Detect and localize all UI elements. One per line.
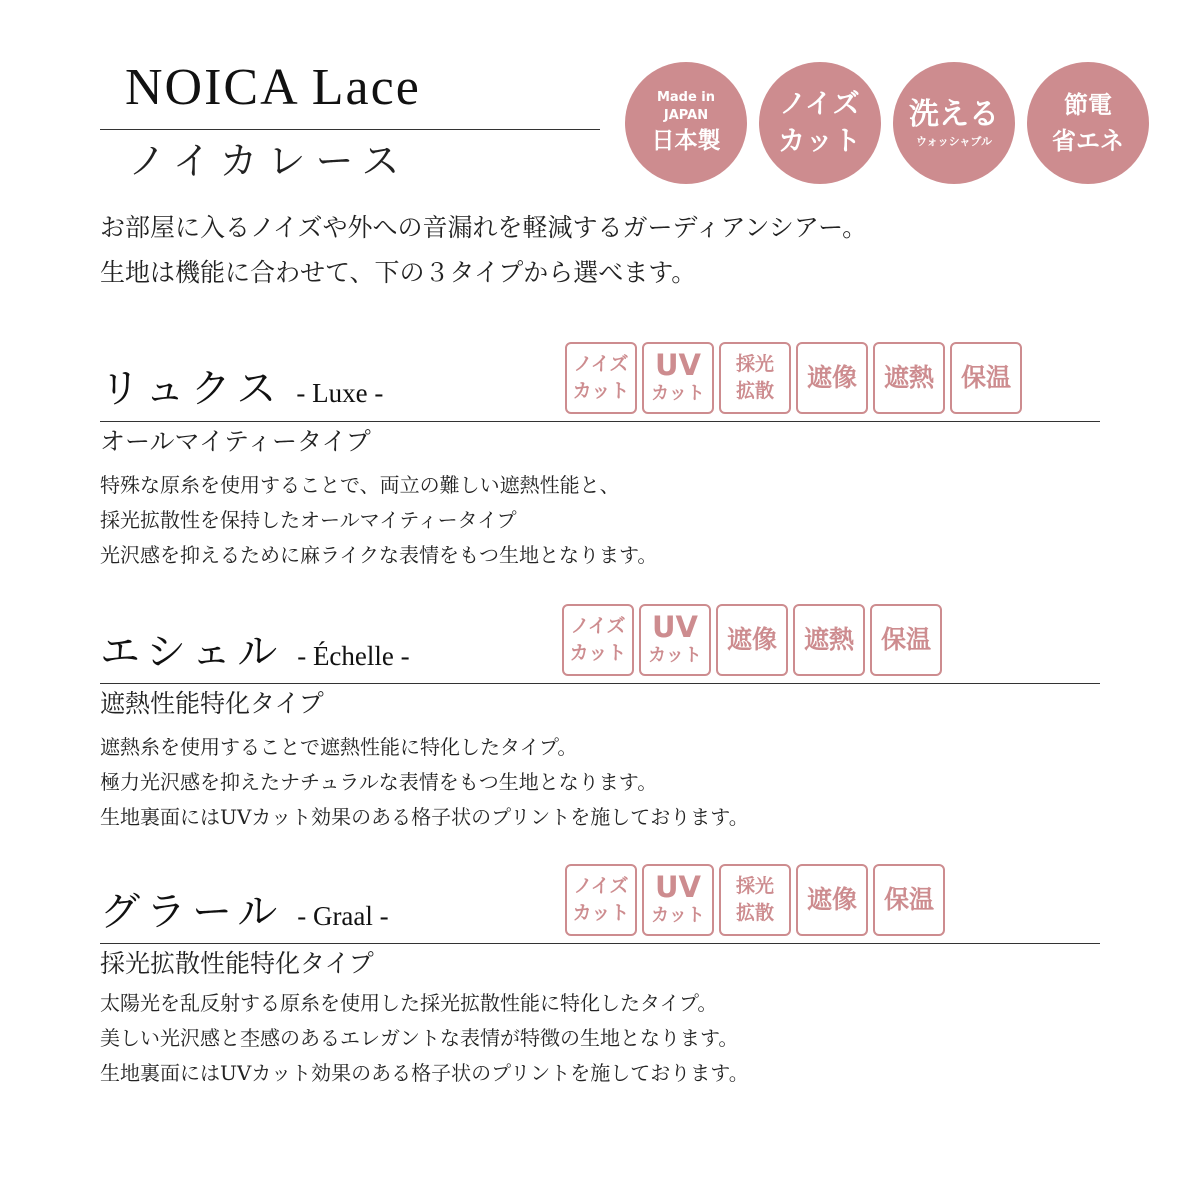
section-name-en: - Graal - xyxy=(297,901,389,931)
privacy-icon xyxy=(716,604,788,676)
body-line: 美しい光沢感と杢感のあるエレガントな表情が特徴の生地となります。 xyxy=(100,1026,739,1050)
heat-retention-icon xyxy=(870,604,942,676)
product-title-ja: ノイカレース xyxy=(128,139,410,183)
badge-line: Made in xyxy=(656,90,716,105)
icon-label: ノイズ xyxy=(570,615,626,637)
icon-label: ノイズ xyxy=(573,875,629,897)
section-title-graal xyxy=(100,880,389,937)
icon-label: 遮熱 xyxy=(883,363,934,392)
icon-label: 拡散 xyxy=(735,902,774,924)
badge-noise-cut xyxy=(759,62,881,184)
heat-retention-icon xyxy=(950,342,1022,414)
heat-shield-icon xyxy=(873,342,945,414)
icon-label: 遮像 xyxy=(806,363,857,392)
section-name-en: - Luxe - xyxy=(296,378,384,408)
intro-line: 生地は機能に合わせて、下の３タイプから選べます。 xyxy=(100,258,697,287)
body-line: 採光拡散性を保持したオールマイティータイプ xyxy=(100,508,517,532)
badge-line: JAPAN xyxy=(663,108,709,123)
icon-label: UV xyxy=(655,348,701,382)
uv-cut-icon xyxy=(639,604,711,676)
product-title-en: NOICA Lace xyxy=(125,59,421,116)
intro-text xyxy=(100,205,867,295)
body-line: 光沢感を抑えるために麻ライクな表情をもつ生地となります。 xyxy=(100,543,658,567)
badge-line: ウォッシャブル xyxy=(916,135,992,148)
icon-label: UV xyxy=(655,870,701,904)
noise-cut-icon xyxy=(562,604,634,676)
badge-line: 日本製 xyxy=(651,128,721,154)
body-line: 特殊な原糸を使用することで、両立の難しい遮熱性能と、 xyxy=(100,473,620,497)
badge-line: 洗える xyxy=(909,97,999,132)
icon-label: 採光 xyxy=(735,875,774,897)
icon-label: 遮像 xyxy=(806,885,857,914)
badge-line: カット xyxy=(778,126,862,157)
section-title-echelle xyxy=(100,620,410,677)
heat-shield-icon xyxy=(793,604,865,676)
icon-label: カット xyxy=(569,642,627,664)
feature-icons-luxe xyxy=(565,342,1022,414)
section-subtitle: 遮熱性能特化タイプ xyxy=(100,689,324,718)
section-title-luxe xyxy=(100,357,383,414)
badge-energy-saving xyxy=(1027,62,1149,184)
body-line: 遮熱糸を使用することで遮熱性能に特化したタイプ。 xyxy=(100,735,578,759)
badge-made-in-japan xyxy=(625,62,747,184)
body-line: 生地裏面にはUVカット効果のある格子状のプリントを施しております。 xyxy=(100,805,749,829)
section-name-en: - Échelle - xyxy=(297,641,410,671)
noise-cut-icon xyxy=(565,864,637,936)
feature-icons-graal xyxy=(565,864,945,936)
section-subtitle: 採光拡散性能特化タイプ xyxy=(100,949,374,978)
icon-label: 遮像 xyxy=(726,625,777,654)
section-body xyxy=(100,730,749,835)
body-line: 太陽光を乱反射する原糸を使用した採光拡散性能に特化したタイプ。 xyxy=(100,991,718,1015)
icon-label: カット xyxy=(572,902,630,924)
privacy-icon xyxy=(796,864,868,936)
intro-line: お部屋に入るノイズや外への音漏れを軽減するガーディアンシアー。 xyxy=(100,213,868,242)
icon-label: 拡散 xyxy=(735,380,774,402)
noise-cut-icon xyxy=(565,342,637,414)
icon-label: 保温 xyxy=(883,885,934,914)
body-line: 生地裏面にはUVカット効果のある格子状のプリントを施しております。 xyxy=(100,1061,749,1085)
light-diffusion-icon xyxy=(719,864,791,936)
section-name-ja: エシェル xyxy=(100,629,284,675)
section-body xyxy=(100,468,657,573)
icon-label: 採光 xyxy=(735,353,774,375)
icon-label: 保温 xyxy=(960,363,1011,392)
badge-line: 省エネ xyxy=(1052,127,1124,155)
icon-label: 遮熱 xyxy=(803,625,854,654)
uv-cut-icon xyxy=(642,864,714,936)
light-diffusion-icon xyxy=(719,342,791,414)
uv-cut-icon xyxy=(642,342,714,414)
icon-label: カット xyxy=(651,383,705,404)
badge-line: 節電 xyxy=(1064,91,1112,119)
section-body xyxy=(100,986,749,1091)
icon-label: カット xyxy=(648,645,702,666)
section-name-ja: グラール xyxy=(100,889,284,935)
privacy-icon xyxy=(796,342,868,414)
feature-icons-echelle xyxy=(562,604,942,676)
section-subtitle: オールマイティータイプ xyxy=(100,427,371,456)
icon-label: 保温 xyxy=(880,625,931,654)
heat-retention-icon xyxy=(873,864,945,936)
icon-label: カット xyxy=(651,905,705,926)
icon-label: ノイズ xyxy=(573,353,629,375)
icon-label: UV xyxy=(652,610,698,644)
badge-washable xyxy=(893,62,1015,184)
badge-line: ノイズ xyxy=(779,89,861,120)
body-line: 極力光沢感を抑えたナチュラルな表情をもつ生地となります。 xyxy=(100,770,658,794)
icon-label: カット xyxy=(572,380,630,402)
section-name-ja: リュクス xyxy=(100,366,283,412)
